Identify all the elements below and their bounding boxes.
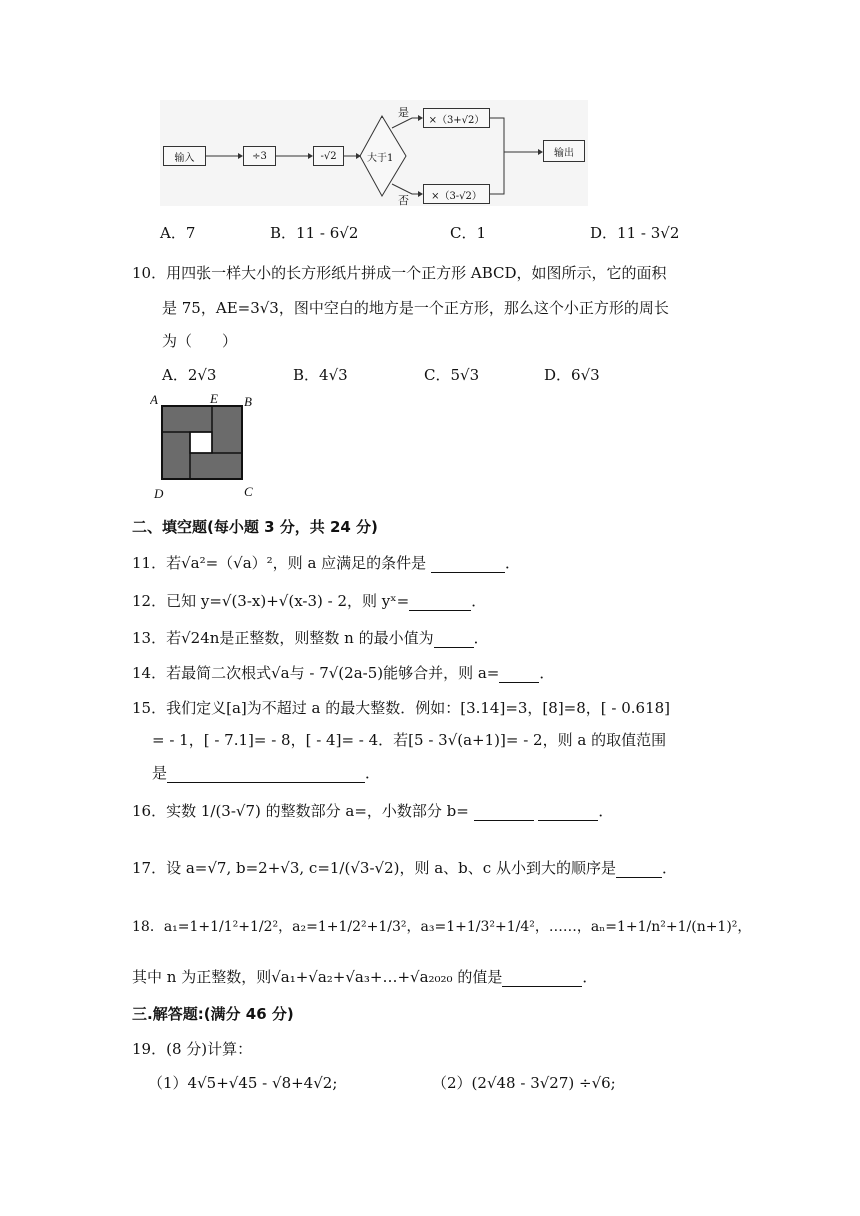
q12-label: 12．已知 y=√(3-x)+√(x-3) - 2，则 yˣ= (132, 592, 410, 610)
flow-subtract-label: -√2 (320, 150, 337, 162)
q9-option-a: A．7 (160, 224, 196, 242)
q16-answer-blank-b[interactable] (538, 820, 598, 821)
q19-part1: （1）4√5+√45 - √8+4√2; (148, 1074, 338, 1092)
q15-line3: 是 ． (152, 764, 381, 782)
q14-answer-blank[interactable] (499, 682, 539, 683)
q13-text: 13．若√24n是正整数，则整数 n 的最小值为 ． (132, 629, 489, 647)
q14-label: 14．若最简二次根式√a与 - 7√(2a-5)能够合并，则 a= (132, 664, 500, 682)
q12-answer-blank[interactable] (409, 610, 471, 611)
flow-top-op-label: ×（3+√2） (428, 114, 485, 126)
q10-option-b: B．4√3 (293, 366, 348, 384)
q9-option-b: B．11 - 6√2 (270, 224, 359, 242)
flow-subtract-box (313, 146, 344, 166)
q10-option-c: C．5√3 (424, 366, 480, 384)
flow-input-label: 输入 (174, 152, 195, 164)
label-e: E (210, 392, 218, 406)
q16-answer-blank-a[interactable] (474, 820, 534, 821)
section-3-heading: 三.解答题:(满分 46 分) (132, 1005, 294, 1023)
q11-label: 11．若√a²=（√a）²，则 a 应满足的条件是 (132, 554, 427, 572)
q10-square-figure (150, 392, 262, 502)
label-d: D (154, 486, 164, 501)
flow-output-box (543, 140, 585, 162)
q11-answer-blank[interactable] (431, 572, 505, 573)
q18-line1: 18．a₁=1+1/1²+1/2²，a₂=1+1/2²+1/3²，a₃=1+1/3²+1/4²，……，aₙ=1+1/n²+1/(n+1)²， (132, 919, 752, 935)
q17-answer-blank[interactable] (616, 877, 662, 878)
q10-line1: 10．用四张一样大小的长方形纸片拼成一个正方形 ABCD，如图所示，它的面积 (132, 264, 667, 282)
label-a: A (150, 392, 158, 407)
q15-line3-label: 是 (152, 764, 168, 782)
q10-line2: 是 75，AE=3√3，图中空白的地方是一个正方形，那么这个小正方形的周长 (162, 299, 669, 317)
q15-line1: 15．我们定义[a]为不超过 a 的最大整数．例如：[3.14]=3，[8]=8，[ - 0.618] (132, 699, 671, 717)
q18-line2-label: 其中 n 为正整数，则√a₁+√a₂+√a₃+…+√a₂₀₂₀ 的值是 (132, 968, 503, 986)
flow-no-label: 否 (398, 194, 409, 207)
q12-text: 12．已知 y=√(3-x)+√(x-3) - 2，则 yˣ= ． (132, 592, 487, 610)
q15-answer-blank[interactable] (167, 782, 365, 783)
flowchart (160, 100, 588, 206)
q19-part2: （2）(2√48 - 3√27) ÷√6; (432, 1074, 616, 1092)
inner-small-square (190, 432, 212, 453)
q10-option-d: D．6√3 (544, 366, 600, 384)
flow-bottom-op-label: ×（3-√2） (431, 190, 482, 202)
q13-answer-blank[interactable] (434, 647, 474, 648)
q17-text: 17．设 a=√7, b=2+√3, c=1/(√3-√2)，则 a、b、c 从小到大的顺序是 ． (132, 859, 677, 877)
flow-top-op-box (423, 108, 490, 128)
label-b: B (244, 394, 252, 409)
flow-divide-box (243, 146, 276, 166)
q10-option-a: A．2√3 (162, 366, 217, 384)
q11-text: 11．若√a²=（√a）²，则 a 应满足的条件是 ． (132, 554, 520, 572)
flow-input-box (163, 146, 206, 166)
q14-text: 14．若最简二次根式√a与 - 7√(2a-5)能够合并，则 a= ． (132, 664, 555, 682)
q15-line2: = - 1，[ - 7.1]= - 8，[ - 4]= - 4．若[5 - 3√(a+1)]= - 2，则 a 的取值范围 (152, 731, 667, 749)
q9-option-c: C．1 (450, 224, 487, 242)
flow-divide-label: ÷3 (252, 150, 267, 162)
flow-yes-label: 是 (398, 106, 409, 119)
q9-option-d: D．11 - 3√2 (590, 224, 680, 242)
q18-answer-blank[interactable] (502, 986, 582, 987)
q17-label: 17．设 a=√7, b=2+√3, c=1/(√3-√2)，则 a、b、c 从小到大的顺序是 (132, 859, 616, 877)
flow-output-label: 输出 (554, 147, 574, 159)
q19-title: 19．(8 分)计算： (132, 1040, 253, 1058)
flow-bottom-op-box (423, 184, 490, 204)
q18-line2: 其中 n 为正整数，则√a₁+√a₂+√a₃+…+√a₂₀₂₀ 的值是 ． (132, 968, 598, 986)
q16-text: 16．实数 1/(3-√7) 的整数部分 a=，小数部分 b= ． (132, 802, 614, 820)
q13-label: 13．若√24n是正整数，则整数 n 的最小值为 (132, 629, 434, 647)
q10-line3: 为（ ） (162, 332, 238, 350)
q16-label: 16．实数 1/(3-√7) 的整数部分 a=，小数部分 b= (132, 802, 469, 820)
flow-decision-label: 大于1 (367, 153, 394, 164)
label-c: C (244, 484, 253, 499)
section-2-heading: 二、填空题(每小题 3 分，共 24 分) (132, 518, 378, 536)
